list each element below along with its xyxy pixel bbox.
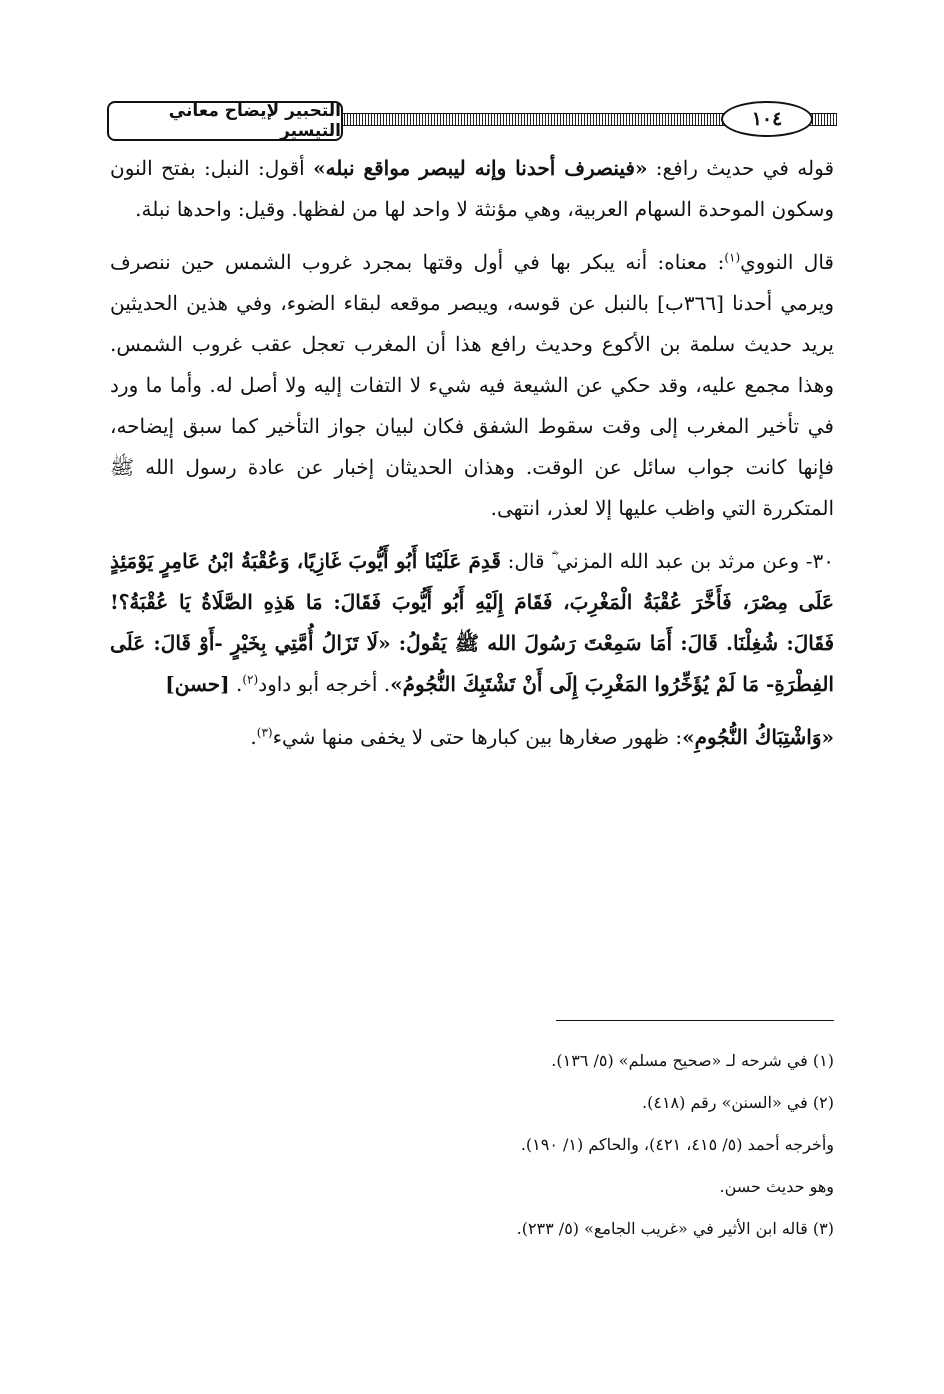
hadith-text: قَدِمَ عَلَيْنَا أَبُو أَيُّوبَ غَازِيًا، وَعُقْبَةُ ابْنُ عَامِرٍ يَوْمَئِذٍ عَلَى مِصْرَ، فَأَخَّرَ عُقْبَةُ الْمَغْرِبَ، فَقَامَ إِلَيْهِ أَبُو أَيُّوبَ فَقَالَ: مَا هَذِهِ الصَّلَاةُ يَا عُقْبَةُ؟! فَقَالَ: شُغِلْنَا. قَالَ: أَمَا سَمِعْتَ رَسُولَ الله ﷺ يَقُولُ: [110,549,835,655]
text-segment: قوله في حديث رافع: [647,156,835,180]
footnotes [110,1050,834,1260]
footnote-3: (٣) قاله ابن الأثير في «غريب الجامع» (٥/ ٢٣٣). [516,1219,834,1238]
footnote-ref-3[interactable]: (٣) [256,725,273,740]
footnote-ref-2[interactable]: (٢) [242,672,259,687]
text-segment: . أخرجه أبو داود [258,672,391,696]
paragraph-nawawi-commentary [110,242,834,529]
defined-term: «وَاشْتِبَاكُ النُّجُومِ» [682,725,834,749]
footnote-ref-1[interactable]: (١) [724,250,741,265]
text-segment: . [229,672,243,696]
footnote-2-continued: وأخرجه أحمد (٥/ ٤١٥، ٤٢١)، والحاكم (١/ ١٩٠). [520,1135,834,1154]
book-title: التحبير لإيضاح معاني التيسير [107,101,343,141]
hadith-grade: [حسن] [165,672,230,696]
page-number: ١٠٤ [721,101,813,137]
text-segment: قال النووي [740,250,834,274]
footnote-2-grade: وهو حديث حسن. [719,1177,834,1196]
hadith-quote: «لَا تَزَالُ أُمَّتِي بِخَيْرٍ -أَوْ قَالَ: عَلَى الفِطْرَةِ- مَا لَمْ يُؤَخِّرُوا المَغْرِبَ إِلَى أَنْ تَشْتَبِكَ النُّجُومُ» [110,631,834,696]
text-segment: : معناه: أنه يبكر بها في أول وقتها بمجرد غروب الشمس حين ننصرف ويرمي أحدنا [٣٦٦ب] بالنبل عن قوسه، ويبصر موقعه لبقاء الضوء، وفي هذين الحديثين يريد حديث سلمة بن الأكوع وحديث رافع هذا أن المغرب تعجل عقب غروب الشمس. وهذا مجمع عليه، وقد حكي عن الشيعة فيه شيء لا التفات إليه ولا أصل له. وأما ما ورد في تأخير المغرب إلى وقت سقوط الشفق فكان لبيان جواز التأخير كما سبق إيضاحه، فإنها كانت جواب سائل عن الوقت. وهذان الحديثان إخبار عن عادة رسول الله ﷺ المتكررة التي واظب عليها إلا لعذر، انتهى. [110,250,834,520]
text-segment: ٣٠- وعن مرثد بن عبد الله المزني ؓ قال: [501,549,835,573]
text-segment: . [250,725,257,749]
hadith-quote: «فينصرف أحدنا وإنه ليبصر مواقع نبله» [313,156,648,180]
text-segment: : ظهور صغارها بين كبارها حتى لا يخفى منها شيء [272,725,683,749]
footnote-1: (١) في شرحه لـ «صحيح مسلم» (٥/ ١٣٦). [551,1051,834,1070]
text-segment: أقول: النبل: بفتح النون وسكون الموحدة السهام العربية، وهي مؤنثة لا واحد لها من لفظها. وقيل: واحدها نبلة. [110,156,834,221]
paragraph-nabl-explanation [110,148,834,230]
footnote-2: (٢) في «السنن» رقم (٤١٨). [642,1093,834,1112]
paragraph-ishtibak-definition [110,717,834,758]
paragraph-hadith-30 [110,541,834,705]
main-text [110,148,834,770]
running-header [107,97,837,153]
footnote-separator [556,1020,834,1021]
